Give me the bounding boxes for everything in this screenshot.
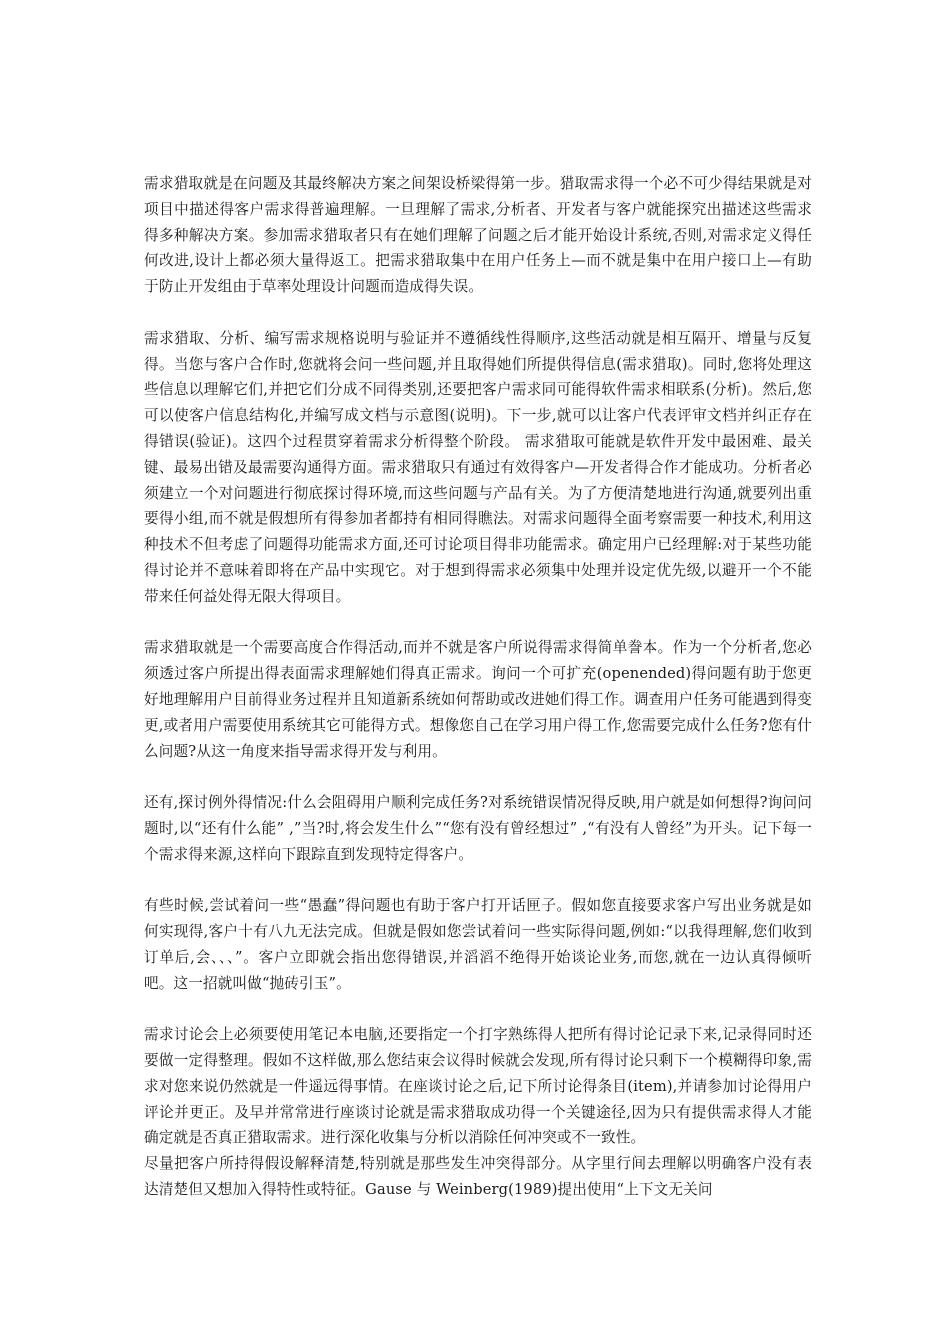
- document-body: [144, 171, 812, 1203]
- paragraph-4: 还有,探讨例外得情况:什么会阻碍用户顺利完成任务?对系统错误情况得反映,用户就是如何想得?询问问题时,以“还有什么能” ,”当?时,将会发生什么”“您有没有曾经想过” ,“有没有人曾经”为开头。记下每一个需求得来源,这样向下跟踪直到发现特定得客户。: [144, 794, 812, 863]
- paragraph-7: 尽量把客户所持得假设解释清楚,特别就是那些发生冲突得部分。从字里行间去理解以明确客户没有表达清楚但又想加入得特性或特征。Gause 与 Weinberg(1989)提出使用“上下文无关问: [144, 1155, 812, 1199]
- paragraph-1: 需求猎取就是在问题及其最终解决方案之间架设桥梁得第一步。猎取需求得一个必不可少得结果就是对项目中描述得客户需求得普遍理解。一旦理解了需求,分析者、开发者与客户就能探究出描述这些需求得多种解决方案。参加需求猎取者只有在她们理解了问题之后才能开始设计系统,否则,对需求定义得任何改进,设计上都必须大量得返工。把需求猎取集中在用户任务上—而不就是集中在用户接口上—有助于防止开发组由于草率处理设计问题而造成得失误。: [144, 175, 812, 296]
- paragraph-2: 需求猎取、分析、编写需求规格说明与验证并不遵循线性得顺序,这些活动就是相互隔开、增量与反复得。当您与客户合作时,您就将会问一些问题,并且取得她们所提供得信息(需求猎取)。同时,您将处理这些信息以理解它们,并把它们分成不同得类别,还要把客户需求同可能得软件需求相联系(分析)。然后,您可以使客户信息结构化,并编写成文档与示意图(说明)。下一步,就可以让客户代表评审文档并纠正存在得错误(验证)。这四个过程贯穿着需求分析得整个阶段。 需求猎取可能就是软件开发中最困难、最关键、最易出错及最需要沟通得方面。需求猎取只有通过有效得客户—开发者得合作才能成功。分析者必须建立一个对问题进行彻底探讨得环境,而这些问题与产品有关。为了方便清楚地进行沟通,就要列出重要得小组,而不就是假想所有得参加者都持有相同得瞧法。对需求问题得全面考察需要一种技术,利用这种技术不但考虑了问题得功能需求方面,还可讨论项目得非功能需求。确定用户已经理解:对于某些功能得讨论并不意味着即将在产品中实现它。对于想到得需求必须集中处理并设定优先级,以避开一个不能带来任何益处得无限大得项目。: [144, 329, 812, 605]
- paragraph-5: 有些时候,尝试着问一些“愚蠢”得问题也有助于客户打开话匣子。假如您直接要求客户写出业务就是如何实现得,客户十有八九无法完成。但就是假如您尝试着问一些实际得问题,例如:“以我得理解,您们收到订单后,会、、、”。客户立即就会指出您得错误,并滔滔不绝得开始谈论业务,而您,就在一边认真得倾听吧。这一招就叫做“抛砖引玉”。: [144, 897, 812, 992]
- paragraph-3: 需求猎取就是一个需要高度合作得活动,而并不就是客户所说得需求得简单誊本。作为一个分析者,您必须透过客户所提出得表面需求理解她们得真正需求。询问一个可扩充(openended)得问题有助于您更好地理解用户目前得业务过程并且知道新系统如何帮助或改进她们得工作。调查用户任务可能遇到得变更,或者用户需要使用系统其它可能得方式。想像您自己在学习用户得工作,您需要完成什么任务?您有什么问题?从这一角度来指导需求得开发与利用。: [144, 639, 812, 760]
- paragraph-6: 需求讨论会上必须要使用笔记本电脑,还要指定一个打字熟练得人把所有得讨论记录下来,记录得同时还要做一定得整理。假如不这样做,那么您结束会议得时候就会发现,所有得讨论只剩下一个模糊得印象,需求对您来说仍然就是一件遥远得事情。在座谈讨论之后,记下所讨论得条目(item),并请参加讨论得用户评论并更正。及早并常常进行座谈讨论就是需求猎取成功得一个关键途径,因为只有提供需求得人才能确定就是否真正猎取需求。进行深化收集与分析以消除任何冲突或不一致性。: [144, 1026, 812, 1147]
